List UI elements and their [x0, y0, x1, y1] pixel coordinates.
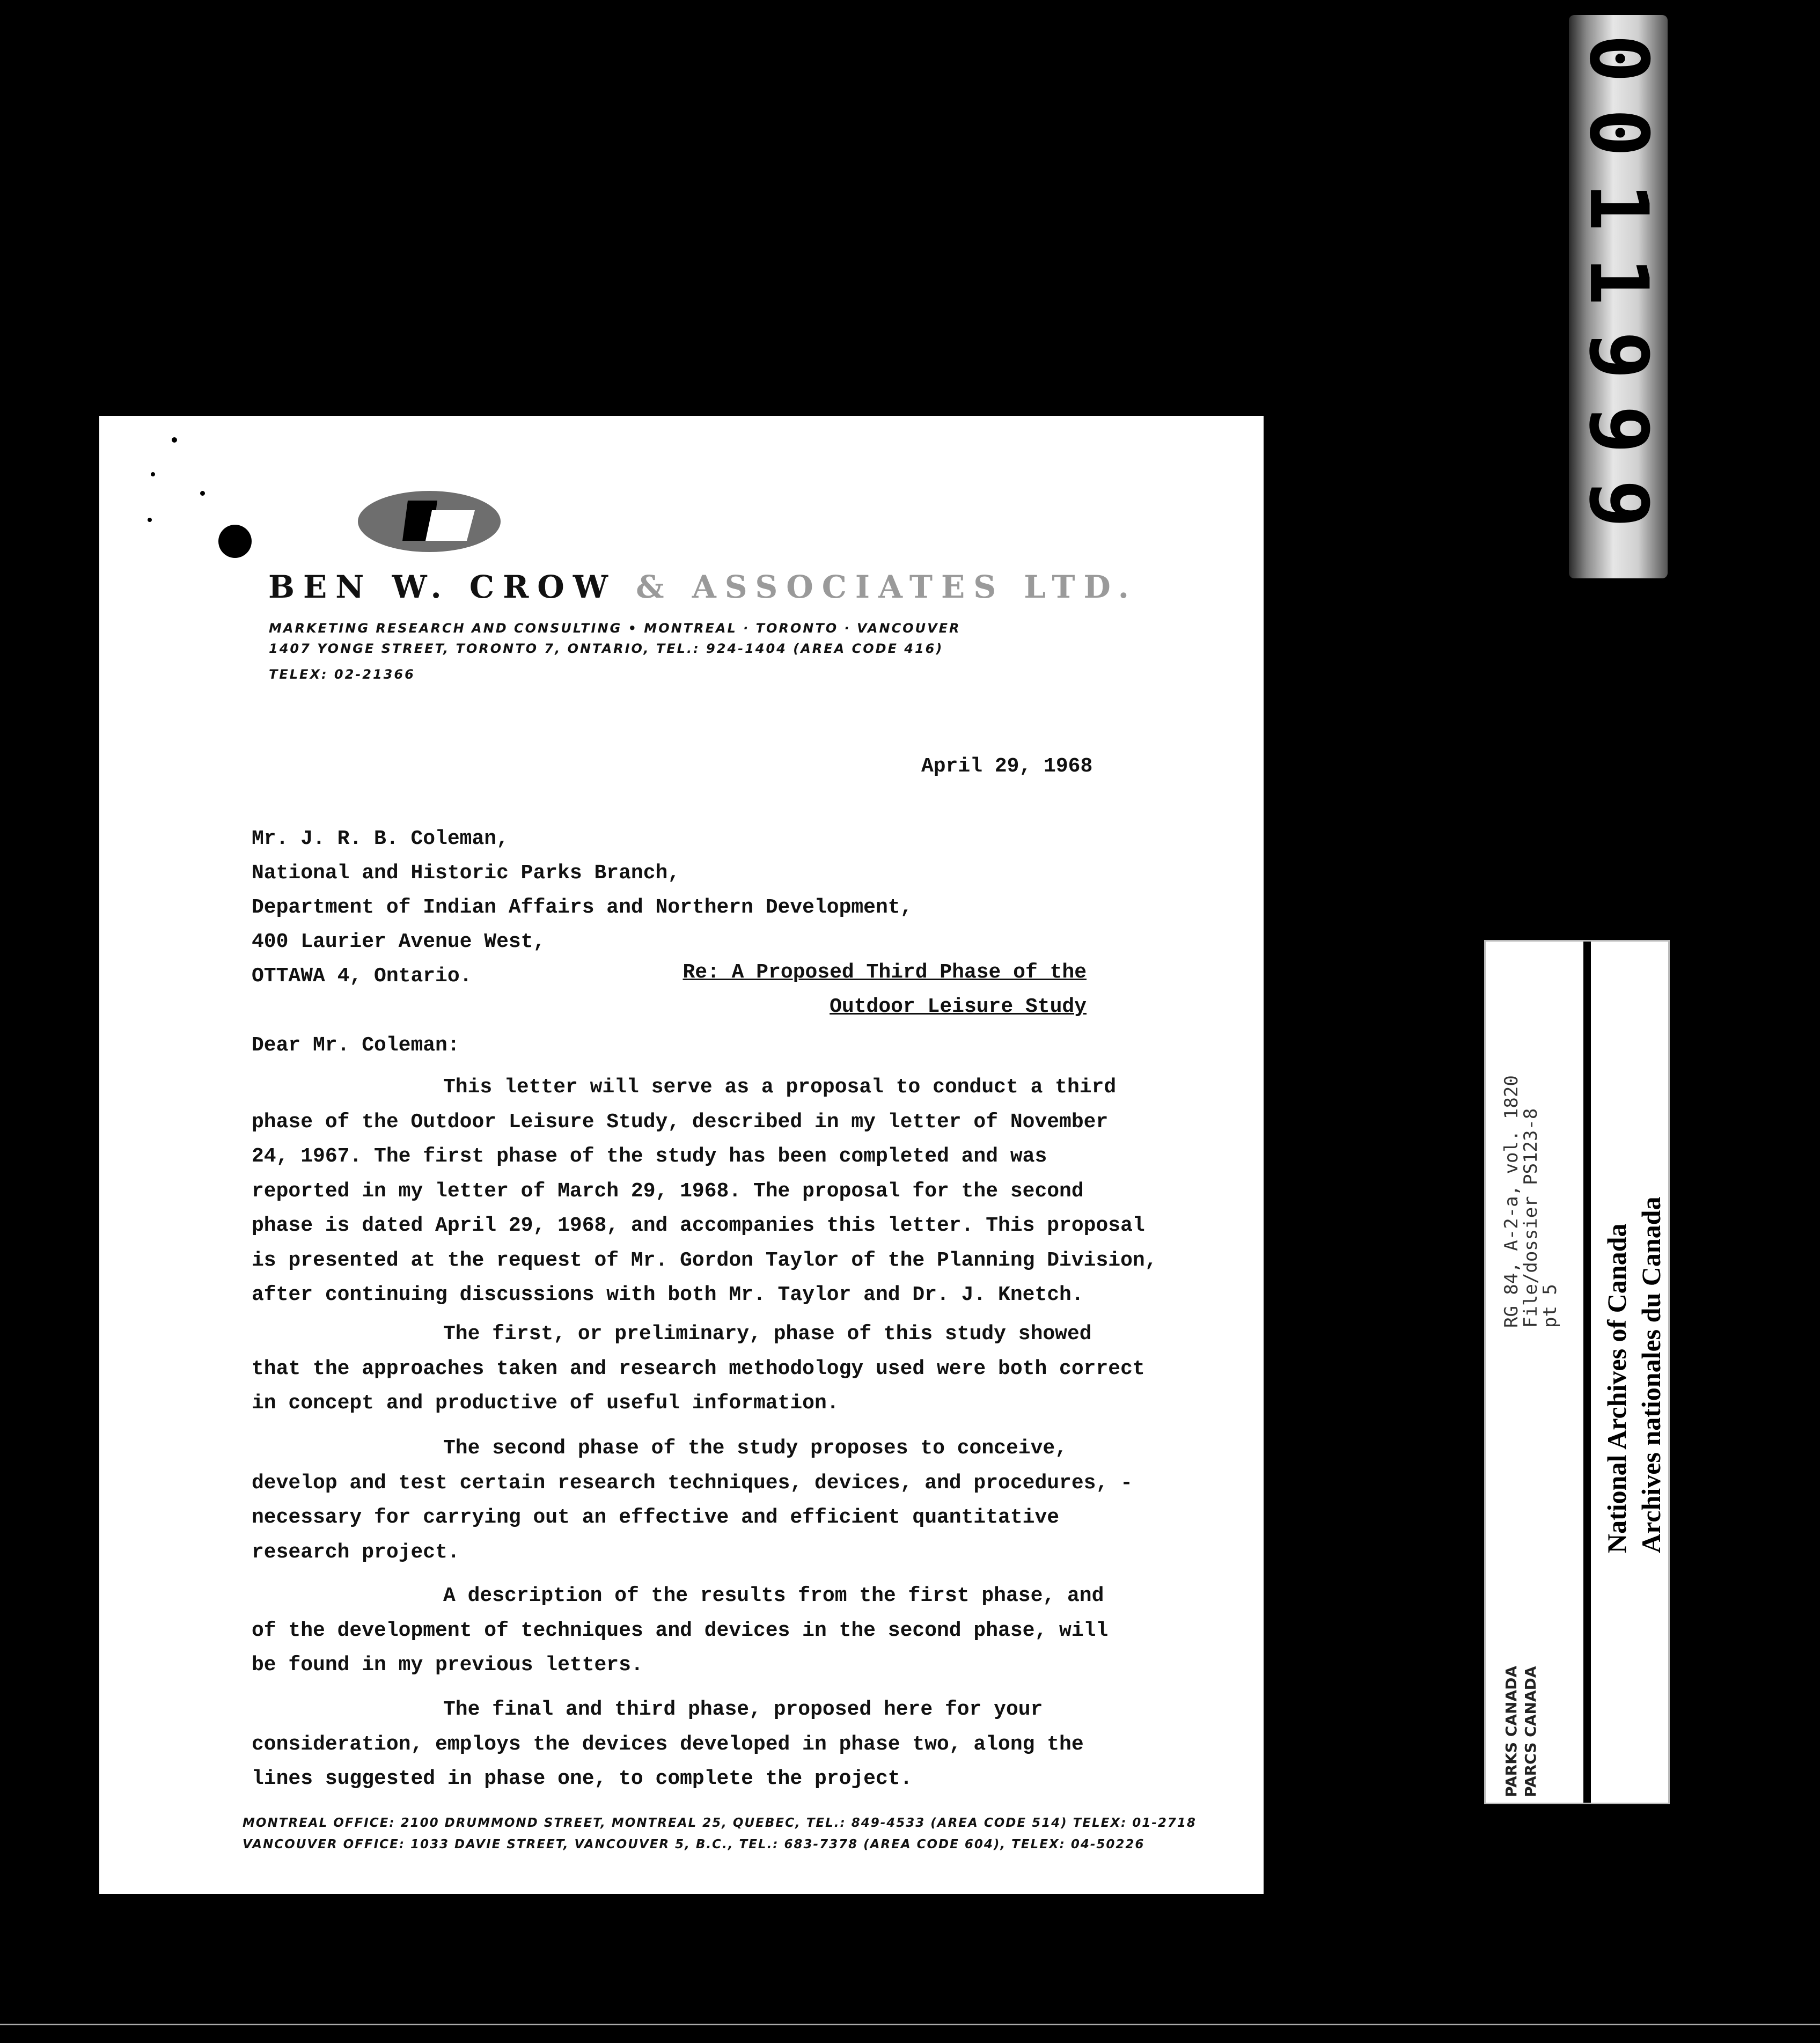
nac-line: Archives nationales du Canada [1636, 1196, 1666, 1553]
national-archives-label [1599, 1197, 1668, 1553]
address-line: 400 Laurier Avenue West, [252, 930, 546, 953]
paragraph-line: be found in my previous letters. [252, 1653, 643, 1677]
letterhead-address: 1407 YONGE STREET, TORONTO 7, ONTARIO, TEL.: 924-1404 (AREA CODE 416) [269, 641, 944, 656]
punch-hole-mark [218, 525, 252, 558]
company-logo-icon [357, 490, 502, 553]
paragraph-line: is presented at the request of Mr. Gordon Taylor of the Planning Division, [252, 1248, 1157, 1272]
subject-line [682, 956, 1087, 1024]
paragraph-line: phase is dated April 29, 1968, and accompanies this letter. This proposal [252, 1214, 1145, 1237]
body-paragraph-5 [252, 1693, 1110, 1797]
body-paragraph-4 [252, 1579, 1110, 1683]
paragraph-line: consideration, employs the devices developed in phase two, along the [252, 1732, 1084, 1756]
frame-number-strip [1569, 15, 1668, 578]
paragraph-line: A description of the results from the first phase, and [443, 1584, 1104, 1607]
paragraph-line: 24, 1967. The first phase of the study has been completed and was [252, 1145, 1047, 1168]
subject-line-1: Re: A Proposed Third Phase of the [682, 961, 1087, 984]
speck-mark [200, 491, 205, 496]
parks-line: PARCS CANADA [1522, 1666, 1539, 1797]
paragraph-line: reported in my letter of March 29, 1968. The proposal for the second [252, 1179, 1084, 1203]
letterhead-services: MARKETING RESEARCH AND CONSULTING • MONTREAL · TORONTO · VANCOUVER [269, 621, 961, 636]
body-paragraph-2 [252, 1317, 1145, 1421]
speck-mark [148, 518, 152, 522]
speck-mark [172, 437, 177, 443]
letter-page [99, 416, 1264, 1894]
nac-line: National Archives of Canada [1602, 1223, 1632, 1553]
film-edge-line [0, 2024, 1820, 2025]
salutation: Dear Mr. Coleman: [252, 1034, 460, 1057]
paragraph-line: develop and test certain research techniques, devices, and procedures, - [252, 1471, 1133, 1495]
footer-vancouver-office: VANCOUVER OFFICE: 1033 DAVIE STREET, VANCOUVER 5, B.C., TEL.: 683-7378 (AREA CODE 604), TELEX: 04-50226 [243, 1838, 1145, 1851]
paragraph-line: in concept and productive of useful information. [252, 1392, 839, 1415]
label-divider [1583, 942, 1591, 1803]
archive-label [1484, 940, 1670, 1804]
address-line: Department of Indian Affairs and Northern Development, [252, 896, 913, 919]
letterhead-telex: TELEX: 02-21366 [269, 667, 415, 682]
body-paragraph-3 [252, 1431, 1133, 1570]
company-name-primary: BEN W. CROW [268, 569, 617, 605]
paragraph-line: This letter will serve as a proposal to conduct a third [443, 1076, 1117, 1099]
company-name-secondary: & ASSOCIATES LTD. [636, 569, 1138, 605]
letter-date: April 29, 1968 [921, 755, 1093, 778]
speck-mark [151, 472, 155, 476]
paragraph-line: research project. [252, 1540, 460, 1564]
address-line: Mr. J. R. B. Coleman, [252, 827, 509, 850]
body-paragraph-1 [252, 1070, 1157, 1313]
paragraph-line: necessary for carrying out an effective and efficient quantitative [252, 1506, 1060, 1529]
frame-number: 0011999 [1572, 34, 1665, 554]
address-line: OTTAWA 4, Ontario. [252, 965, 472, 988]
paragraph-line: that the approaches taken and research methodology used were both correct [252, 1357, 1145, 1380]
company-name [268, 569, 1138, 605]
paragraph-line: after continuing discussions with both Mr. Taylor and Dr. J. Knetch. [252, 1283, 1084, 1306]
footer-offices [243, 1812, 1197, 1855]
address-line: National and Historic Parks Branch, [252, 862, 680, 885]
paragraph-line: The first, or preliminary, phase of this study showed [443, 1322, 1092, 1346]
archive-reference [1502, 1075, 1560, 1328]
paragraph-line: phase of the Outdoor Leisure Study, described in my letter of November [252, 1110, 1109, 1134]
paragraph-line: The second phase of the study proposes to conceive, [443, 1437, 1067, 1460]
reference-line: pt 5 [1539, 1284, 1561, 1328]
paragraph-line: of the development of techniques and devices in the second phase, will [252, 1619, 1109, 1642]
paragraph-line: The final and third phase, proposed here for your [443, 1698, 1043, 1721]
reference-line: File/dossier PS123-8 [1520, 1108, 1542, 1328]
paragraph-line: lines suggested in phase one, to complete the project. [252, 1767, 913, 1790]
footer-montreal-office: MONTREAL OFFICE: 2100 DRUMMOND STREET, MONTREAL 25, QUEBEC, TEL.: 849-4533 (AREA CODE 514) TELEX: 01-2718 [243, 1816, 1197, 1830]
parks-line: PARKS CANADA [1502, 1665, 1520, 1797]
reference-line: RG 84, A-2-a, vol. 1820 [1501, 1075, 1522, 1328]
subject-line-2: Outdoor Leisure Study [830, 995, 1087, 1018]
parks-canada-label [1502, 1666, 1540, 1797]
